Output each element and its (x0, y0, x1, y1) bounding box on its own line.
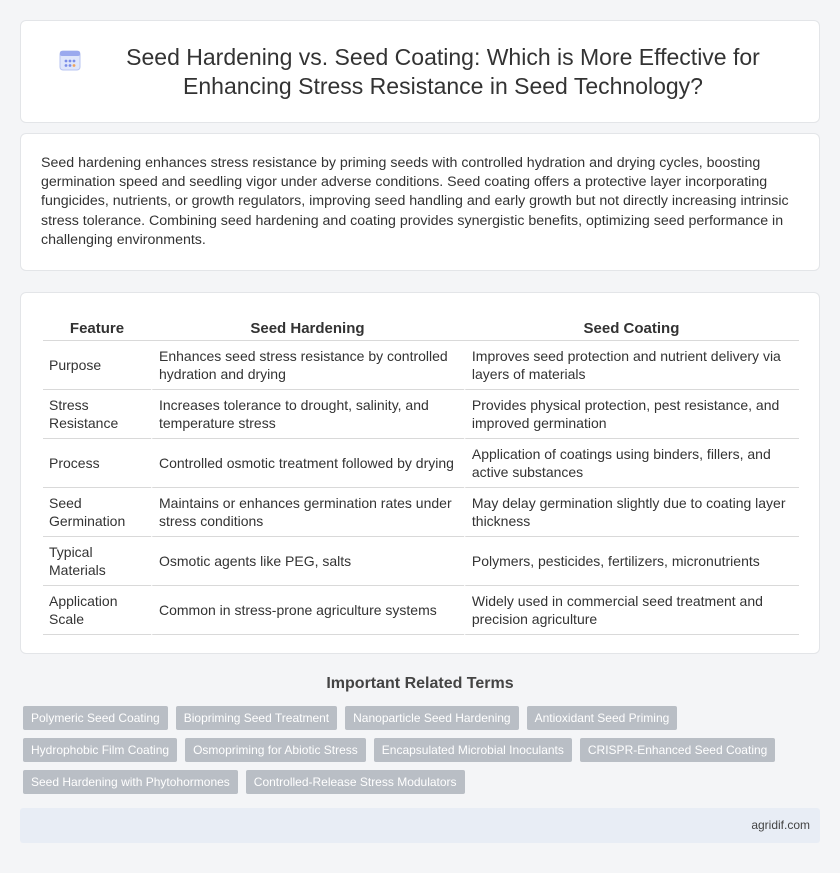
hardening-cell: Common in stress-prone agriculture systems (151, 586, 464, 635)
related-term-tag[interactable]: Controlled-Release Stress Modulators (246, 770, 465, 794)
header-seed-hardening: Seed Hardening (151, 311, 464, 341)
table-row (43, 537, 799, 586)
coating-cell: Improves seed protection and nutrient delivery via layers of materials (464, 341, 799, 390)
title-wrap (57, 43, 783, 101)
related-term-tag[interactable]: Seed Hardening with Phytohormones (23, 770, 238, 794)
feature-cell: Purpose (43, 341, 151, 390)
related-term-tag[interactable]: Polymeric Seed Coating (23, 706, 168, 730)
tag-row (23, 738, 823, 762)
related-term-tag[interactable]: Biopriming Seed Treatment (176, 706, 337, 730)
coating-cell: May delay germination slightly due to coating layer thickness (464, 488, 799, 537)
related-term-tag[interactable]: Antioxidant Seed Priming (527, 706, 678, 730)
page-title: Seed Hardening vs. Seed Coating: Which is More Effective for Enhancing Stress Resistance in Seed Technology? (126, 43, 760, 99)
coating-cell: Widely used in commercial seed treatment and precision agriculture (464, 586, 799, 635)
header-feature: Feature (43, 311, 151, 341)
feature-cell: Stress Resistance (43, 390, 151, 439)
related-term-tag[interactable]: Hydrophobic Film Coating (23, 738, 177, 762)
related-terms-heading: Important Related Terms (326, 675, 514, 692)
related-term-tag[interactable]: CRISPR-Enhanced Seed Coating (580, 738, 775, 762)
related-terms-list (23, 706, 823, 802)
coating-cell: Provides physical protection, pest resistance, and improved germination (464, 390, 799, 439)
footer (20, 808, 820, 843)
comparison-card (20, 292, 820, 654)
coating-cell: Application of coatings using binders, fillers, and active substances (464, 439, 799, 488)
header-seed-coating: Seed Coating (464, 311, 799, 341)
related-term-tag[interactable]: Osmopriming for Abiotic Stress (185, 738, 366, 762)
tag-row (23, 706, 823, 730)
table-row (43, 586, 799, 635)
calendar-doc-icon (57, 47, 83, 73)
hardening-cell: Maintains or enhances germination rates under stress conditions (151, 488, 464, 537)
footer-site-link[interactable]: agridif.com (751, 818, 810, 832)
coating-cell: Polymers, pesticides, fertilizers, micronutrients (464, 537, 799, 586)
related-term-tag[interactable]: Encapsulated Microbial Inoculants (374, 738, 572, 762)
table-row (43, 390, 799, 439)
feature-cell: Application Scale (43, 586, 151, 635)
table-row (43, 341, 799, 390)
hardening-cell: Increases tolerance to drought, salinity, and temperature stress (151, 390, 464, 439)
hardening-cell: Enhances seed stress resistance by controlled hydration and drying (151, 341, 464, 390)
feature-cell: Process (43, 439, 151, 488)
related-term-tag[interactable]: Nanoparticle Seed Hardening (345, 706, 518, 730)
table-row (43, 488, 799, 537)
title-card (20, 20, 820, 123)
table-row (43, 439, 799, 488)
hardening-cell: Osmotic agents like PEG, salts (151, 537, 464, 586)
feature-cell: Seed Germination (43, 488, 151, 537)
intro-card (20, 133, 820, 271)
tag-row (23, 770, 823, 794)
hardening-cell: Controlled osmotic treatment followed by drying (151, 439, 464, 488)
intro-paragraph: Seed hardening enhances stress resistance by priming seeds with controlled hydration and drying cycles, boosting germination speed and seedling vigor under adverse conditions. Seed coating offers a protective layer incorporating fungicides, nutrients, or growth regulators, improving seed handling and early growth but not directly increasing intrinsic stress tolerance. Combining seed hardening and coating provides synergistic benefits, optimizing seed performance in challenging environments. (41, 155, 789, 248)
comparison-table (43, 311, 799, 635)
table-header-row (43, 311, 799, 341)
feature-cell: Typical Materials (43, 537, 151, 586)
